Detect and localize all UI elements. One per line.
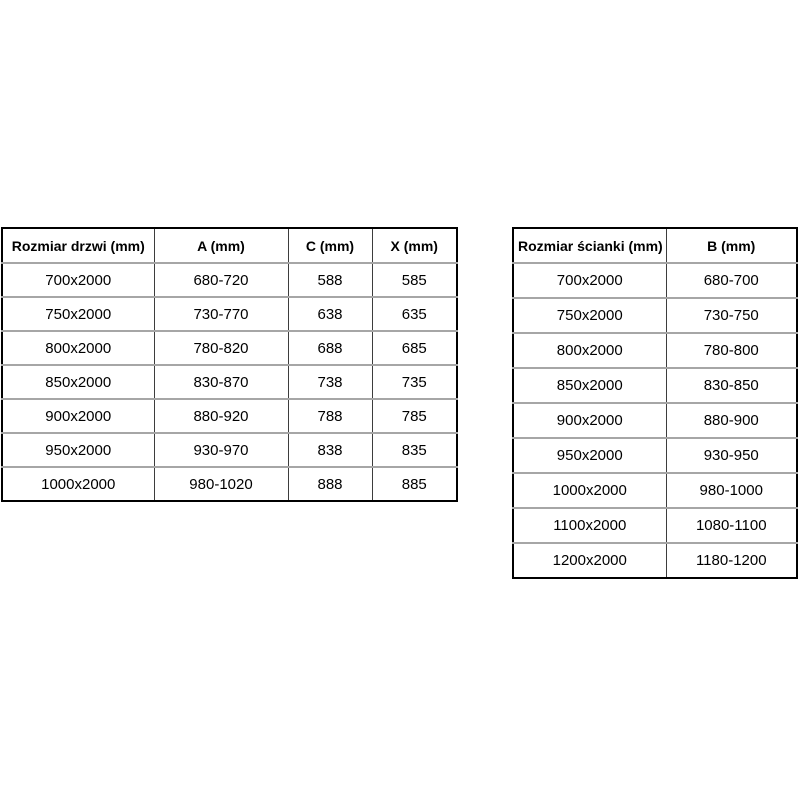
table-cell: 800x2000 — [2, 331, 154, 365]
wall-table-header-row — [513, 228, 797, 263]
table-cell: 1100x2000 — [513, 508, 666, 543]
table-cell: 680-700 — [666, 263, 797, 298]
table-cell: 785 — [372, 399, 457, 433]
table-cell: 1180-1200 — [666, 543, 797, 578]
table-cell: 1000x2000 — [2, 467, 154, 501]
table-cell: 780-800 — [666, 333, 797, 368]
table-cell: 850x2000 — [513, 368, 666, 403]
table-cell: 700x2000 — [2, 263, 154, 297]
table-cell: 685 — [372, 331, 457, 365]
table-cell: 688 — [288, 331, 372, 365]
table-row — [2, 365, 457, 399]
table-cell: 830-870 — [154, 365, 288, 399]
table-cell: 735 — [372, 365, 457, 399]
table-cell: 635 — [372, 297, 457, 331]
table-row — [2, 433, 457, 467]
table-cell: 980-1020 — [154, 467, 288, 501]
column-header: A (mm) — [154, 228, 288, 263]
table-row — [2, 467, 457, 501]
table-cell: 730-770 — [154, 297, 288, 331]
table-cell: 888 — [288, 467, 372, 501]
table-row — [2, 331, 457, 365]
column-header: Rozmiar ścianki (mm) — [518, 237, 663, 254]
table-cell: 880-920 — [154, 399, 288, 433]
table-cell: 930-950 — [666, 438, 797, 473]
table-row — [2, 399, 457, 433]
table-cell: 738 — [288, 365, 372, 399]
table-row — [513, 543, 797, 578]
table-cell: 1200x2000 — [513, 543, 666, 578]
table-row — [513, 508, 797, 543]
table-cell: 900x2000 — [2, 399, 154, 433]
table-cell: 880-900 — [666, 403, 797, 438]
table-cell: 680-720 — [154, 263, 288, 297]
table-cell: 788 — [288, 399, 372, 433]
table-cell: 930-970 — [154, 433, 288, 467]
table-cell: 700x2000 — [513, 263, 666, 298]
table-cell: 885 — [372, 467, 457, 501]
table-cell: 1000x2000 — [513, 473, 666, 508]
table-row — [513, 368, 797, 403]
table-cell: 750x2000 — [2, 297, 154, 331]
table-cell: 1080-1100 — [666, 508, 797, 543]
table-row — [513, 263, 797, 298]
column-header: C (mm) — [288, 228, 372, 263]
table-cell: 900x2000 — [513, 403, 666, 438]
column-header: B (mm) — [666, 228, 797, 263]
table-row — [513, 333, 797, 368]
table-row — [513, 403, 797, 438]
table-cell: 585 — [372, 263, 457, 297]
table-cell: 835 — [372, 433, 457, 467]
table-cell: 950x2000 — [513, 438, 666, 473]
table-cell: 780-820 — [154, 331, 288, 365]
table-cell: 800x2000 — [513, 333, 666, 368]
table-row — [2, 297, 457, 331]
table-cell: 950x2000 — [2, 433, 154, 467]
door-dimensions-table — [1, 227, 458, 502]
column-header: Rozmiar drzwi (mm) — [11, 237, 145, 254]
door-table-header-row — [2, 228, 457, 263]
table-cell: 730-750 — [666, 298, 797, 333]
table-row — [2, 263, 457, 297]
table-cell: 980-1000 — [666, 473, 797, 508]
table-row — [513, 438, 797, 473]
column-header: X (mm) — [372, 228, 457, 263]
table-cell: 638 — [288, 297, 372, 331]
table-cell: 588 — [288, 263, 372, 297]
table-cell: 830-850 — [666, 368, 797, 403]
wall-panel-dimensions-table — [512, 227, 798, 579]
table-row — [513, 298, 797, 333]
table-cell: 838 — [288, 433, 372, 467]
table-cell: 750x2000 — [513, 298, 666, 333]
table-cell: 850x2000 — [2, 365, 154, 399]
table-row — [513, 473, 797, 508]
